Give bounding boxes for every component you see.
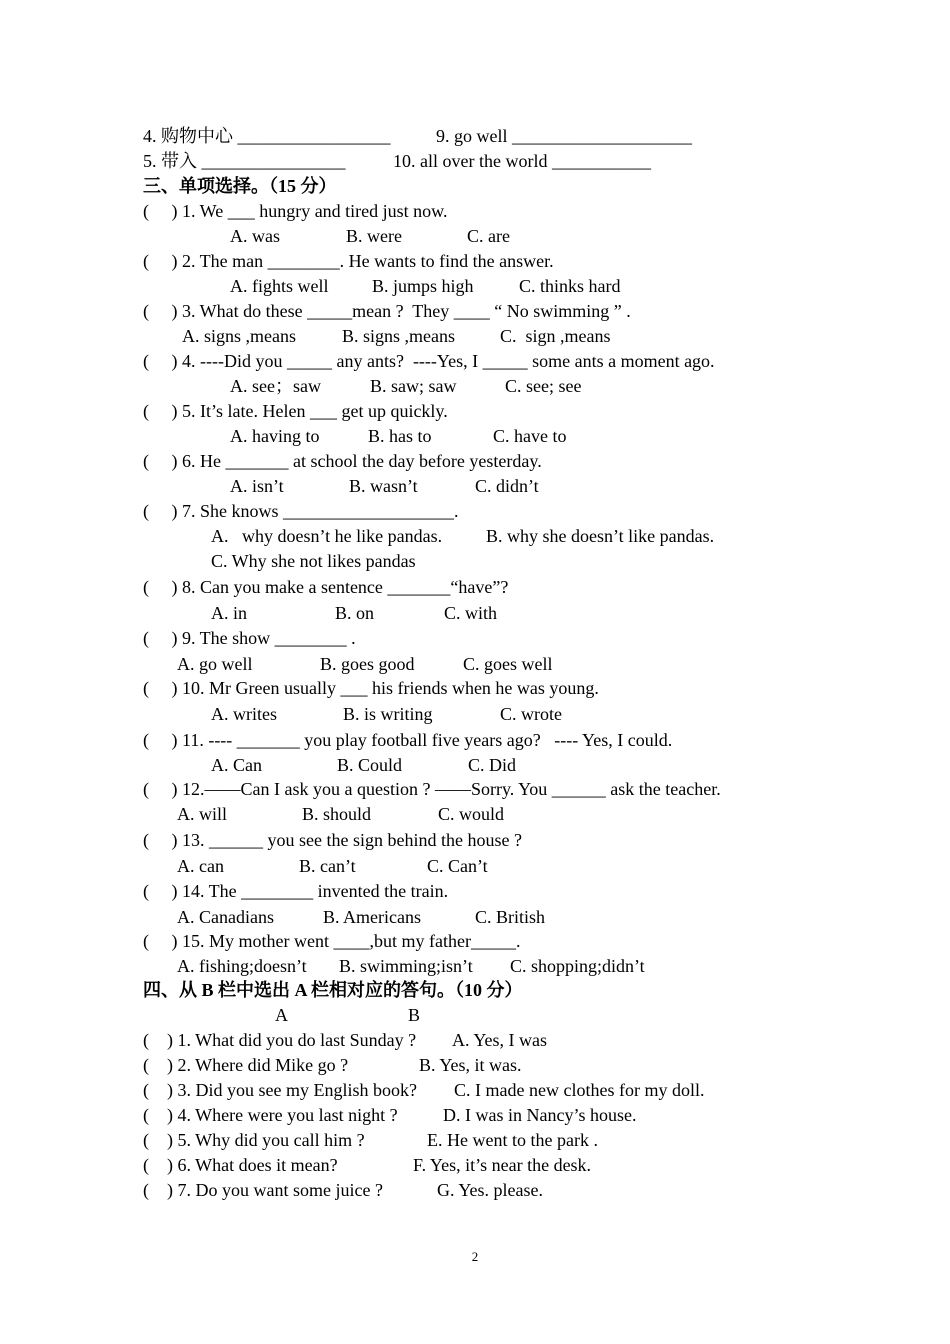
page-number: 2 [471, 1249, 479, 1264]
worksheet-page: 4. 购物中心 _________________ 9. go well ____________________ 5. 带入 ________________ 10. all over the world ___________ 三、单项选择。（15 分） ( ) 1. We ___ hungry and tired just now. A. was B. were C. are ( ) 2. The man ________. He wants to find the answer. A. fights well B. jumps high C. thinks hard ( ) 3. What do these _____mean ? They ____ “ No swimming ” . A. signs ,means B. signs ,means C. sign ,means ( ) 4. ----Did you _____ any ants? ----Yes, I _____ some ants a moment ago. A. see；saw B. saw; saw C. see; see ( ) 5. It’s late. Helen ___ get up quickly. A. having to B. has to C. have to ( ) 6. He _______ at school the day before yesterday. A. isn’t B. wasn’t C. didn’t ( ) 7. She knows ___________________. A. why doesn’t he like pandas. B. why she doesn’t like pandas. C. Why she not likes pandas ( ) 8. Can you make a sentence _______“have”? A. in B. on C. with ( ) 9. The show ________ . A. go well B. goes good C. goes well ( ) 10. Mr Green usually ___ his friends when he was young. A. writes B. is writing C. wrote ( ) 11. ---- _______ you play football five years ago? ---- Yes, I could. A. Can B. Could C. Did ( ) 12.——Can I ask you a question ? ——Sorry. You ______ ask the teacher. A. will B. should C. would ( ) 13. ______ you see the sign behind the house ? A. can B. can’t C. Can’t ( ) 14. The ________ invented the train. A. Canadians B. Americans C. British ( ) 15. My mother went ____,but my father_____. A. fishing;doesn’t B. swimming;isn’t C. shopping;didn’t 四、从 B 栏中选出 A 栏相对应的答句。（10 分） A B ( ) 1. What did you do last Sunday ? A. Yes, I was ( ) 2. Where did Mike go ? B. Yes, it was. ( ) 3. Did you see my English book? C. I made new clothes for my doll. ( ) 4. Where were you last night ? D. I was in Nancy’s house. ( ) 5. Why did you call him ? E. He went to the park . ( ) 6. What does it mean? F. Yes, it’s near the desk. ( ) 7. Do you want some juice ? G. Yes. please. 2 [0, 0, 950, 1344]
